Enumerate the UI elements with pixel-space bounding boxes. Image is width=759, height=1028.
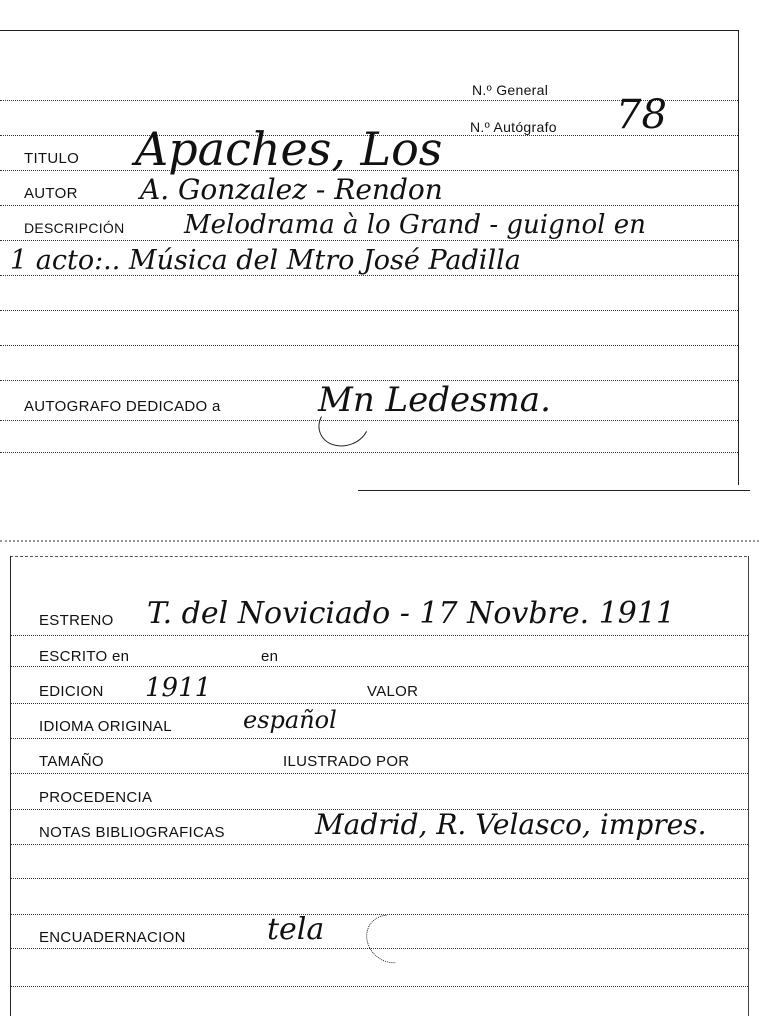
estreno-value: T. del Noviciado - 17 Novbre. 1911 <box>147 596 676 631</box>
edicion-label: EDICION <box>39 683 104 700</box>
encuadernacion-value: tela <box>267 912 325 947</box>
descripcion-line-2: 1 acto:.. Música del Mtro José Padilla <box>10 245 521 276</box>
ruled-line <box>11 738 748 739</box>
ruled-line <box>11 986 748 987</box>
autor-label: AUTOR <box>24 185 78 202</box>
notas-label: NOTAS BIBLIOGRAFICAS <box>39 824 225 841</box>
encuadernacion-label: ENCUADERNACION <box>39 929 186 946</box>
escrito-en-label: en <box>261 648 279 665</box>
edicion-value: 1911 <box>145 673 212 703</box>
catalog-card-bottom <box>10 556 749 1016</box>
procedencia-label: PROCEDENCIA <box>39 789 153 806</box>
titulo-value: Apaches, Los <box>135 122 443 176</box>
autografo-number-label: N.º Autógrafo <box>470 119 557 135</box>
descripcion-label: DESCRIPCIÓN <box>24 220 125 236</box>
ruled-line <box>0 452 738 453</box>
ruled-line <box>11 666 748 667</box>
dedicado-value: Mn Ledesma. <box>318 380 551 420</box>
autor-value: A. Gonzalez - Rendon <box>140 173 443 206</box>
ruled-line <box>11 773 748 774</box>
escrito-label: ESCRITO en <box>39 648 130 665</box>
scan-noise <box>0 540 759 542</box>
ruled-line <box>11 878 748 879</box>
valor-label: VALOR <box>367 683 419 700</box>
ruled-line <box>11 635 748 636</box>
idioma-label: IDIOMA ORIGINAL <box>39 718 172 735</box>
ruled-line <box>11 703 748 704</box>
titulo-label: TITULO <box>24 150 80 167</box>
descripcion-line-1: Melodrama à lo Grand - guignol en <box>184 210 646 240</box>
catalog-card-top <box>0 30 739 485</box>
ruled-line <box>0 240 738 241</box>
tamano-label: TAMAÑO <box>39 753 104 770</box>
card-top-bottom-edge <box>358 490 750 491</box>
estreno-label: ESTRENO <box>39 612 114 629</box>
dedicado-label: AUTOGRAFO DEDICADO a <box>24 398 221 415</box>
ruled-line <box>11 844 748 845</box>
ruled-line <box>0 345 738 346</box>
notas-value: Madrid, R. Velasco, impres. <box>315 808 707 841</box>
autografo-number-value: 78 <box>616 92 667 138</box>
idioma-value: español <box>243 706 337 734</box>
general-number-label: N.º General <box>472 82 549 98</box>
ruled-line <box>0 310 738 311</box>
ilustrado-label: ILUSTRADO POR <box>283 753 410 770</box>
